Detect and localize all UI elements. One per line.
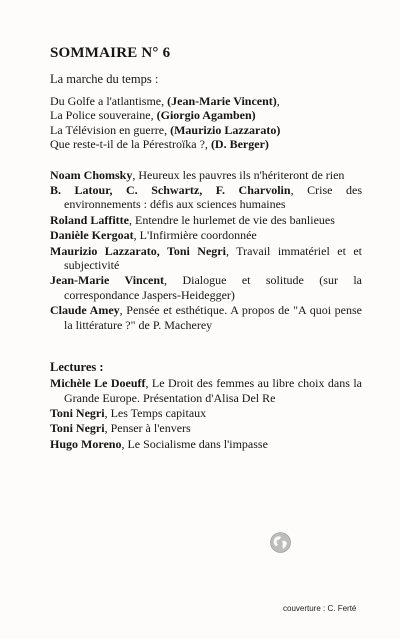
- list-item: Du Golfe a l'atlantisme, (Jean-Marie Vincent),: [50, 94, 280, 108]
- list-item: Maurizio Lazzarato, Toni Negri, Travail immatériel et et subjectivité: [50, 243, 362, 273]
- list-item: Noam Chomsky, Heureux les pauvres ils n'hériteront de rien: [50, 167, 345, 182]
- section-heading: Lectures :: [50, 360, 104, 375]
- author-name: Claude Amey: [50, 303, 120, 318]
- author-name: (Jean-Marie Vincent): [167, 94, 277, 108]
- section-marche-du-temps: [50, 72, 362, 152]
- author-name: Danièle Kergoat: [50, 228, 134, 243]
- list-item: La Police souveraine, (Giorgio Agamben): [50, 108, 256, 123]
- author-name: Jean-Marie Vincent: [50, 273, 165, 288]
- list-item: Que reste-t-il de la Pérestroïka ?, (D. Berger): [50, 137, 269, 152]
- author-name: Noam Chomsky: [50, 167, 133, 182]
- author-name: Roland Laffitte: [50, 212, 129, 227]
- author-name: Hugo Moreno: [50, 436, 122, 451]
- page-title: SOMMAIRE N° 6: [50, 45, 171, 61]
- section-heading: La marche du temps :: [50, 72, 159, 86]
- section-articles: [50, 168, 362, 332]
- section-lectures: [50, 360, 362, 451]
- author-name: B. Latour, C. Schwartz, F. Charvolin: [50, 183, 291, 198]
- list-item: Toni Negri, Les Temps capitaux: [50, 405, 207, 420]
- author-name: (Giorgio Agamben): [156, 108, 256, 123]
- list-item: Danièle Kergoat, L'Infirmière coordonnée: [50, 228, 257, 243]
- author-name: Michèle Le Doeuff: [50, 376, 146, 391]
- author-name: (Maurizio Lazzarato): [170, 122, 281, 137]
- list-item: Jean-Marie Vincent, Dialogue et solitude (sur la correspondance Jaspers-Heidegger): [50, 273, 362, 302]
- author-name: Toni Negri: [50, 421, 105, 436]
- list-item: Roland Laffitte, Entendre le hurlemet de vie des banlieues: [50, 212, 335, 227]
- globe-icon: [270, 532, 291, 553]
- list-item: Michèle Le Doeuff, Le Droit des femmes au libre choix dans la Grande Europe. Présentation d'Alisa Del Re: [50, 376, 362, 405]
- cover-credit: couverture : C. Ferté: [283, 604, 357, 613]
- list-item: Toni Negri, Penser à l'envers: [50, 421, 191, 436]
- list-item: Hugo Moreno, Le Socialisme dans l'impasse: [50, 436, 268, 451]
- table-of-contents: [50, 45, 362, 467]
- author-name: Toni Negri: [50, 405, 105, 420]
- list-item: Claude Amey, Pensée et esthétique. A propos de "A quoi pense la littérature ?" de P. Macherey: [50, 303, 363, 332]
- list-item: B. Latour, C. Schwartz, F. Charvolin, Crise des environnements : défis aux sciences humaines: [50, 183, 362, 212]
- list-item: La Télévision en guerre, (Maurizio Lazzarato): [50, 122, 281, 137]
- author-name: (D. Berger): [210, 137, 269, 152]
- author-name: Maurizio Lazzarato, Toni Negri: [50, 243, 226, 258]
